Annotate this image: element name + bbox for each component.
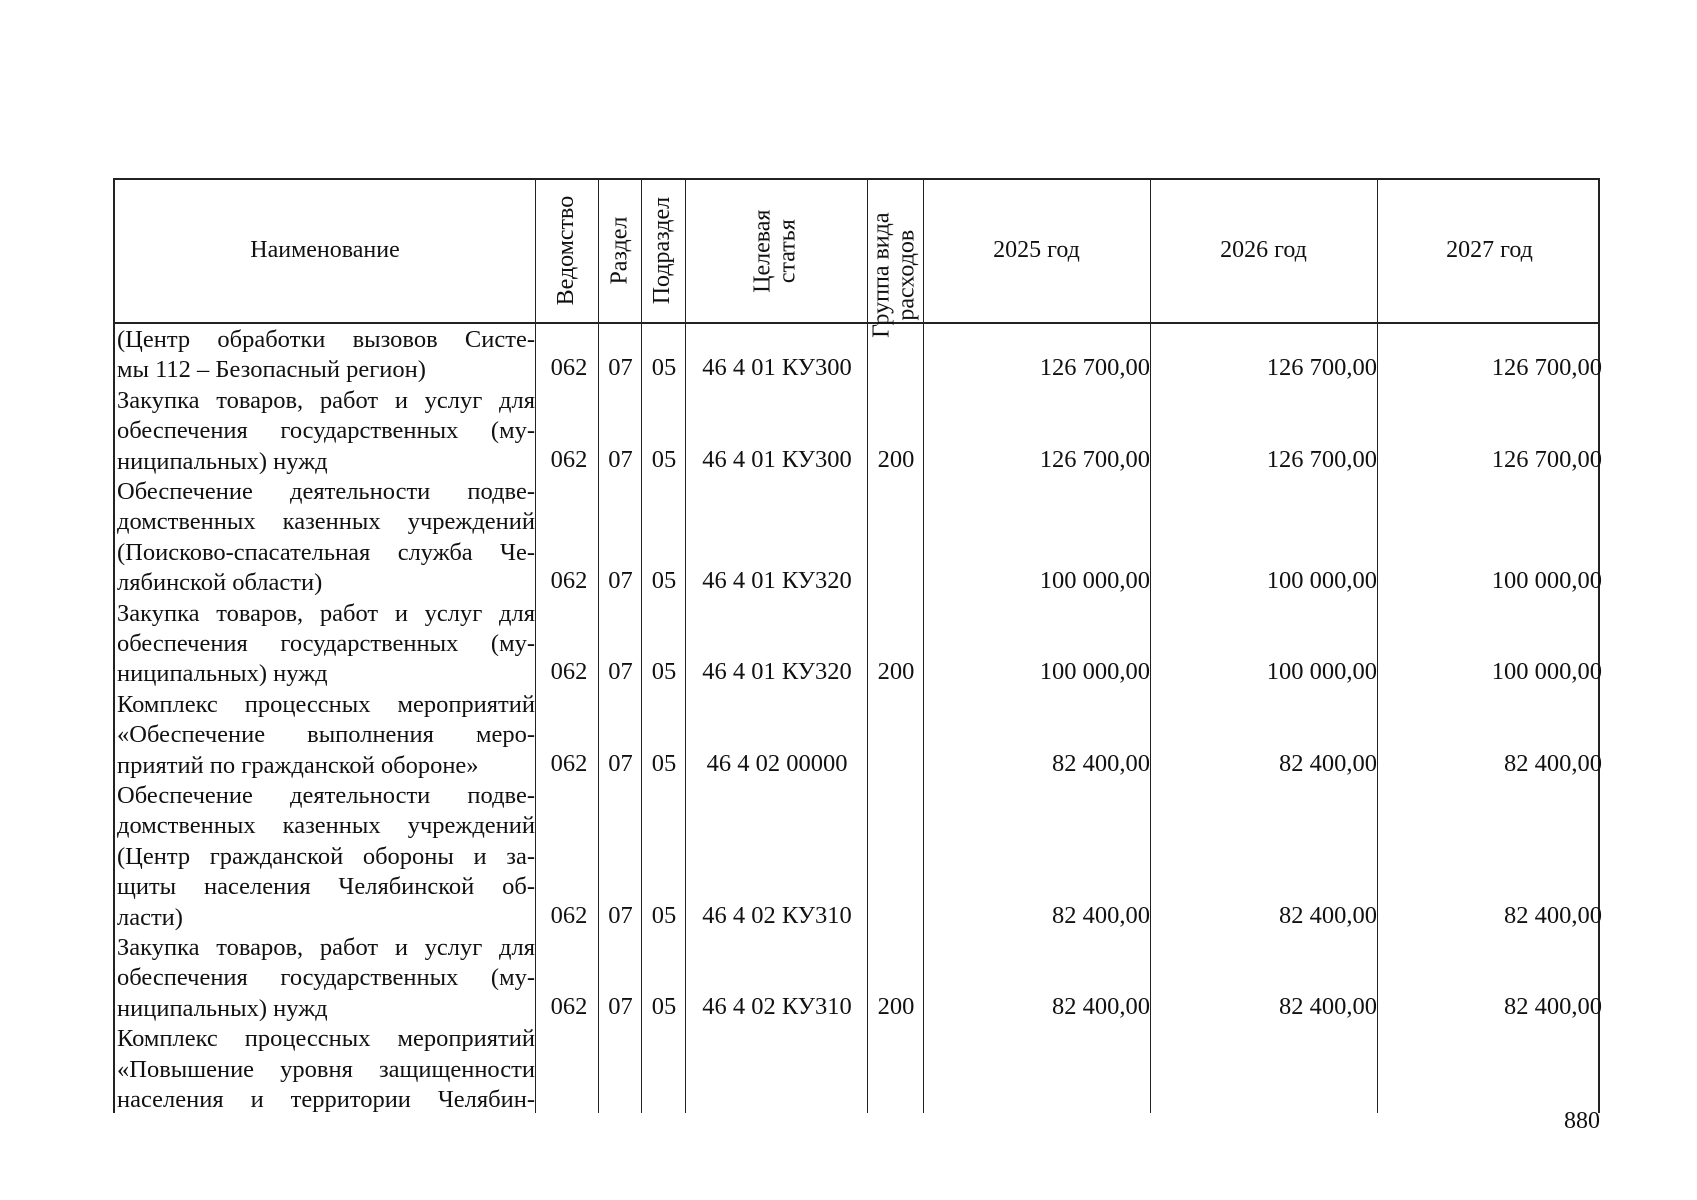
cell-pod: 05 — [651, 658, 677, 686]
cell-y3: 82 400,00 — [1504, 749, 1602, 777]
cell-cel: 46 4 02 00000 — [706, 749, 848, 777]
cell-y3: 82 400,00 — [1504, 992, 1602, 1020]
cell-pod: 05 — [651, 567, 677, 595]
table-row — [115, 599, 1602, 690]
cell-cel: 46 4 02 КУ310 — [702, 901, 852, 929]
cell-y1: 100 000,00 — [1039, 658, 1150, 686]
row-name-line: ниципальных) нужд — [117, 447, 328, 475]
cell-cel: 46 4 01 КУ300 — [702, 445, 852, 473]
header-gruppa-line-2: расходов — [894, 229, 920, 321]
table-row — [115, 690, 1602, 781]
table-row — [115, 386, 1602, 477]
row-name-line: Обеспечение деятельности подве- — [117, 478, 535, 505]
row-name — [117, 477, 535, 599]
header-gruppa-line-1: Группа вида — [868, 212, 895, 338]
header-celevaya-line-1: Целевая — [749, 209, 776, 293]
row-name-line: населения и территории Челябин- — [117, 1086, 535, 1113]
row-name-line: Комплекс процессных мероприятий — [117, 690, 535, 718]
row-name-line: щиты населения Челябинской об- — [117, 873, 535, 901]
table-row — [115, 781, 1602, 933]
cell-y1: 126 700,00 — [1039, 445, 1150, 473]
budget-table — [113, 178, 1600, 1113]
row-name-line: Закупка товаров, работ и услуг для — [117, 386, 535, 414]
page-number: 880 — [1564, 1108, 1600, 1134]
cell-ved: 062 — [550, 992, 588, 1020]
cell-y2: 82 400,00 — [1279, 749, 1377, 777]
row-name-line: (Поисково-спасательная служба Че- — [117, 538, 535, 566]
row-name-line: ниципальных) нужд — [117, 994, 328, 1022]
cell-y3: 100 000,00 — [1491, 567, 1602, 595]
cell-grp: 200 — [877, 992, 915, 1020]
table-row — [115, 325, 1602, 386]
cell-y2: 82 400,00 — [1279, 901, 1377, 929]
row-name-line: домственных казенных учреждений — [117, 508, 535, 536]
cell-y2: 126 700,00 — [1266, 354, 1377, 382]
table-row — [115, 477, 1602, 599]
table-row — [115, 1024, 1598, 1115]
header-celevaya — [685, 180, 867, 322]
cell-cel: 46 4 01 КУ320 — [702, 567, 852, 595]
header-celevaya-label — [751, 209, 801, 292]
header-podrazdel — [641, 180, 685, 322]
cell-grp: 200 — [877, 658, 915, 686]
row-name-line: Закупка товаров, работ и услуг для — [117, 934, 535, 961]
row-name-line: Обеспечение деятельности подве- — [117, 782, 535, 809]
cell-ved: 062 — [550, 354, 588, 382]
header-celevaya-line-2: статья — [774, 219, 801, 283]
cell-y1: 100 000,00 — [1039, 567, 1150, 595]
header-gruppa-label — [870, 212, 920, 337]
row-name-line: приятий по гражданской обороне» — [117, 751, 479, 779]
cell-y2: 126 700,00 — [1266, 445, 1377, 473]
header-vedomstvo-label: Ведомство — [552, 196, 579, 306]
row-name — [117, 599, 535, 690]
cell-pod: 05 — [651, 901, 677, 929]
row-name-line: Комплекс процессных мероприятий — [117, 1025, 535, 1053]
header-podrazdel-label: Подраздел — [649, 197, 676, 305]
cell-y2: 100 000,00 — [1266, 658, 1377, 686]
header-razdel — [598, 180, 641, 322]
row-name-line: лябинской области) — [117, 569, 323, 597]
cell-raz: 07 — [608, 992, 633, 1020]
row-name-line: (Центр гражданской обороны и за- — [117, 842, 535, 870]
cell-y1: 126 700,00 — [1039, 354, 1150, 382]
cell-cel: 46 4 01 КУ320 — [702, 658, 852, 686]
cell-raz: 07 — [608, 445, 633, 473]
cell-y1: 82 400,00 — [1052, 901, 1150, 929]
header-gruppa — [867, 180, 923, 338]
table-row — [115, 933, 1602, 1024]
row-name — [117, 933, 535, 1024]
cell-ved: 062 — [550, 658, 588, 686]
cell-pod: 05 — [651, 354, 677, 382]
row-name-line: ниципальных) нужд — [117, 660, 328, 688]
cell-raz: 07 — [608, 354, 633, 382]
cell-cel: 46 4 02 КУ310 — [702, 992, 852, 1020]
row-name-line: «Обеспечение выполнения меро- — [117, 721, 535, 749]
row-name-line: ласти) — [117, 903, 183, 931]
cell-cel: 46 4 01 КУ300 — [702, 354, 852, 382]
row-name-line: (Центр обработки вызовов Систе- — [117, 326, 535, 353]
row-name-line: обеспечения государственных (му- — [117, 964, 535, 992]
row-name — [117, 781, 535, 933]
cell-y3: 126 700,00 — [1491, 445, 1602, 473]
row-name — [117, 1024, 535, 1115]
header-divider — [115, 322, 1598, 324]
cell-ved: 062 — [550, 445, 588, 473]
row-name — [117, 325, 535, 386]
cell-y1: 82 400,00 — [1052, 749, 1150, 777]
row-name — [117, 690, 535, 781]
header-name — [115, 180, 535, 322]
header-year-2025-label: 2025 год — [993, 237, 1080, 264]
header-razdel-label: Раздел — [605, 217, 632, 285]
header-year-2026 — [1150, 180, 1377, 322]
cell-pod: 05 — [651, 992, 677, 1020]
cell-y1: 82 400,00 — [1052, 992, 1150, 1020]
cell-raz: 07 — [608, 749, 633, 777]
cell-y2: 82 400,00 — [1279, 992, 1377, 1020]
row-name — [117, 386, 535, 477]
cell-ved: 062 — [550, 749, 588, 777]
cell-ved: 062 — [550, 901, 588, 929]
header-year-2026-label: 2026 год — [1220, 237, 1307, 264]
header-name-label: Наименование — [250, 237, 400, 264]
header-year-2025 — [923, 180, 1150, 322]
cell-ved: 062 — [550, 567, 588, 595]
cell-raz: 07 — [608, 658, 633, 686]
cell-y3: 82 400,00 — [1504, 901, 1602, 929]
header-vedomstvo — [535, 180, 598, 322]
row-name-line: обеспечения государственных (му- — [117, 630, 535, 657]
row-name-line: мы 112 – Безопасный регион) — [117, 356, 426, 384]
cell-y2: 100 000,00 — [1266, 567, 1377, 595]
cell-pod: 05 — [651, 445, 677, 473]
row-name-line: домственных казенных учреждений — [117, 812, 535, 840]
cell-pod: 05 — [651, 749, 677, 777]
cell-raz: 07 — [608, 567, 633, 595]
cell-grp: 200 — [877, 445, 915, 473]
row-name-line: обеспечения государственных (му- — [117, 417, 535, 445]
header-year-2027-label: 2027 год — [1446, 237, 1533, 264]
cell-y3: 100 000,00 — [1491, 658, 1602, 686]
cell-raz: 07 — [608, 901, 633, 929]
row-name-line: «Повышение уровня защищенности — [117, 1055, 535, 1083]
header-year-2027 — [1377, 180, 1602, 322]
cell-y3: 126 700,00 — [1491, 354, 1602, 382]
row-name-line: Закупка товаров, работ и услуг для — [117, 599, 535, 627]
